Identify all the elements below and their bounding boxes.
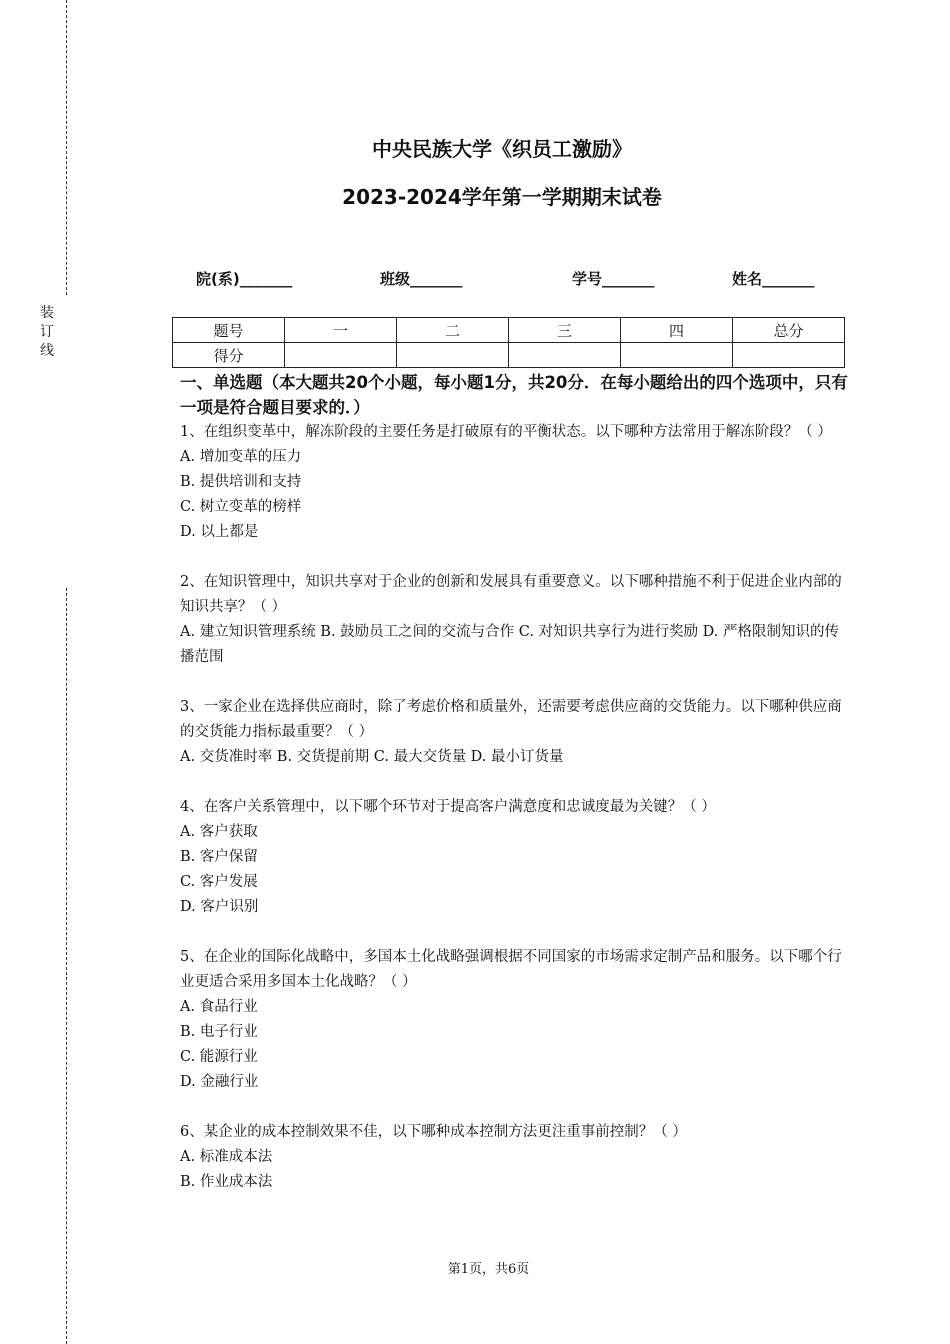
table-header-cell: 四 <box>621 318 733 343</box>
question-text: 4、在客户关系管理中，以下哪个环节对于提高客户满意度和忠诚度最为关键？（ ） <box>180 799 716 815</box>
table-header-cell: 三 <box>509 318 621 343</box>
option: C. 客户发展 <box>180 874 258 890</box>
name-field[interactable]: 姓名_______ <box>732 270 815 288</box>
table-header-cell: 题号 <box>173 318 285 343</box>
score-table <box>172 317 845 368</box>
question-5 <box>180 945 852 1095</box>
question-6 <box>180 1120 852 1195</box>
question-3 <box>180 695 852 770</box>
question-text: 5、在企业的国际化战略中，多国本土化战略强调根据不同国家的市场需求定制产品和服务。以下哪个行业更适合采用多国本土化战略？（ ） <box>180 949 842 990</box>
option: A. 客户获取 <box>180 824 258 840</box>
question-1 <box>180 420 852 545</box>
score-cell[interactable] <box>621 343 733 368</box>
option: D. 客户识别 <box>180 899 259 915</box>
option: D. 以上都是 <box>180 524 259 540</box>
option: B. 电子行业 <box>180 1024 258 1040</box>
table-header-cell: 一 <box>285 318 397 343</box>
binding-char: 装 <box>40 305 54 321</box>
binding-char: 线 <box>40 343 54 359</box>
question-2 <box>180 570 852 670</box>
option: A. 食品行业 <box>180 999 258 1015</box>
option: D. 金融行业 <box>180 1074 259 1090</box>
question-text: 1、在组织变革中，解冻阶段的主要任务是打破原有的平衡状态。以下哪种方法常用于解冻阶段？（ ） <box>180 424 832 440</box>
page-footer: 第1页，共6页 <box>447 1262 530 1277</box>
option-line: A. 建立知识管理系统 B. 鼓励员工之间的交流与合作 C. 对知识共享行为进行奖励 D. 严格限制知识的传播范围 <box>180 624 840 665</box>
score-cell[interactable] <box>509 343 621 368</box>
student-id-field[interactable]: 学号_______ <box>572 270 655 288</box>
question-text: 2、在知识管理中，知识共享对于企业的创新和发展具有重要意义。以下哪种措施不利于促进企业内部的知识共享？（ ） <box>180 574 842 615</box>
score-cell[interactable] <box>397 343 509 368</box>
score-table-score-row <box>173 343 845 368</box>
option: C. 树立变革的榜样 <box>180 499 302 515</box>
exam-title: 中央民族大学《织员工激励》 <box>372 137 632 161</box>
score-cell[interactable] <box>733 343 845 368</box>
option: B. 作业成本法 <box>180 1174 273 1190</box>
exam-term: 2023-2024学年第一学期期末试卷 <box>342 185 662 209</box>
question-4 <box>180 795 852 920</box>
class-field[interactable]: 班级_______ <box>380 270 463 288</box>
option-line: A. 交货准时率 B. 交货提前期 C. 最大交货量 D. 最小订货量 <box>180 749 564 765</box>
binding-label <box>38 304 56 361</box>
question-text: 3、一家企业在选择供应商时，除了考虑价格和质量外，还需要考虑供应商的交货能力。以下哪种供应商的交货能力指标最重要？（ ） <box>180 699 842 740</box>
score-cell[interactable] <box>285 343 397 368</box>
option: A. 标准成本法 <box>180 1149 273 1165</box>
score-table-header-row <box>173 318 845 343</box>
option: B. 客户保留 <box>180 849 258 865</box>
option: C. 能源行业 <box>180 1049 258 1065</box>
binding-line-bottom <box>66 588 67 1344</box>
option: A. 增加变革的压力 <box>180 449 302 465</box>
score-row-label: 得分 <box>173 343 285 368</box>
option: B. 提供培训和支持 <box>180 474 302 490</box>
department-field[interactable]: 院(系)_______ <box>196 270 293 288</box>
exam-content <box>180 370 852 1195</box>
table-header-cell: 二 <box>397 318 509 343</box>
table-header-cell: 总分 <box>733 318 845 343</box>
section-heading: 一、单选题（本大题共20个小题，每小题1分，共20分．在每小题给出的四个选项中，只有一项是符合题目要求的．） <box>180 373 848 417</box>
question-text: 6、某企业的成本控制效果不佳，以下哪种成本控制方法更注重事前控制？（ ） <box>180 1124 687 1140</box>
binding-char: 订 <box>40 324 54 340</box>
